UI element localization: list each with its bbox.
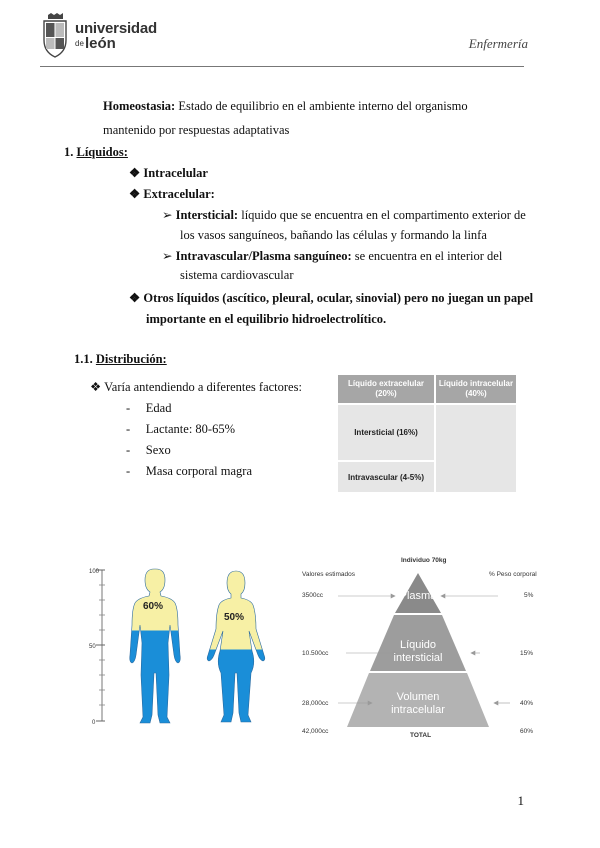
logo-text-leon: león bbox=[85, 35, 116, 52]
axis-tick-100: 100 bbox=[89, 569, 100, 575]
axis-tick-50: 50 bbox=[89, 644, 96, 650]
pyramid-percent-total: 60% bbox=[520, 728, 534, 735]
factor-label: Sexo bbox=[145, 443, 171, 457]
table-header-intracelular: Líquido intracelular (40%) bbox=[436, 375, 516, 403]
diamond-bullet-icon: ❖ bbox=[129, 291, 141, 305]
section-1-heading bbox=[64, 144, 128, 160]
pyramid-label-intracellular-1: Volumen bbox=[396, 691, 440, 703]
diamond-bullet-icon: ❖ bbox=[129, 166, 141, 180]
dash-bullet-icon: - bbox=[126, 464, 131, 478]
factor-item bbox=[126, 442, 171, 458]
logo-text-de: de bbox=[75, 39, 84, 48]
section-1-title: Líquidos: bbox=[76, 145, 128, 159]
factor-label: Lactante: 80-65% bbox=[145, 422, 235, 436]
pyramid-percent-interstitial: 15% bbox=[520, 650, 534, 657]
arrow-bullet-icon: ➢ bbox=[162, 249, 173, 263]
section-1-1-heading bbox=[74, 351, 167, 367]
header-divider bbox=[40, 66, 524, 67]
male-figure bbox=[130, 569, 181, 723]
section-1-number: 1. bbox=[64, 145, 74, 159]
factor-item bbox=[126, 421, 235, 437]
homeostasis-definition bbox=[103, 98, 468, 114]
pyramid-volume-plasma: 3500cc bbox=[302, 592, 323, 599]
item-extracelular: Extracelular: bbox=[143, 187, 215, 201]
coat-of-arms-icon bbox=[40, 12, 70, 58]
section-1-1-title: Distribución: bbox=[95, 352, 167, 366]
list-item bbox=[129, 290, 533, 306]
pyramid-label-interstitial-1: Líquido bbox=[399, 639, 437, 651]
intersticial-line1: líquido que se encuentra en el compartimento exterior de bbox=[238, 208, 526, 222]
page-number: 1 bbox=[517, 793, 524, 808]
factor-label: Edad bbox=[145, 401, 172, 415]
sublist-item bbox=[162, 248, 502, 264]
logo-text-universidad: universidad bbox=[75, 20, 157, 37]
factor-item bbox=[126, 463, 252, 479]
pyramid-label-intracellular-2: intracelular bbox=[391, 704, 445, 716]
pyramid-total-label: TOTAL bbox=[410, 732, 432, 739]
pyramid-left-header: Valores estimados bbox=[302, 571, 355, 578]
table-cell-intersticial: Intersticial (16%) bbox=[338, 405, 434, 460]
sublist-item bbox=[162, 207, 526, 223]
list-item bbox=[129, 165, 208, 181]
factor-label: Masa corporal magra bbox=[145, 464, 252, 478]
pyramid-right-header: % Peso corporal bbox=[489, 571, 537, 578]
arrow-bullet-icon: ➢ bbox=[162, 208, 173, 222]
body-water-svg bbox=[88, 565, 268, 727]
pyramid-volume-interstitial: 10.500cc bbox=[302, 650, 329, 657]
body-water-pyramid bbox=[298, 555, 538, 745]
body-water-figure bbox=[88, 565, 268, 727]
pyramid-label-interstitial-2: intersticial bbox=[393, 652, 443, 664]
intravascular-term: Intravascular/Plasma sanguíneo: bbox=[175, 249, 352, 263]
header-section-title: Enfermería bbox=[468, 36, 528, 51]
list-item bbox=[129, 186, 215, 202]
item-intracelular: Intracelular bbox=[143, 166, 208, 180]
axis-tick-0: 0 bbox=[92, 720, 96, 726]
table-header-extracelular: Líquido extracelular (20%) bbox=[338, 375, 434, 403]
others-line1: Otros líquidos (ascítico, pleural, ocular, sinovial) pero no juegan un papel bbox=[143, 291, 534, 305]
others-line2: importante en el equilibrio hidroelectrolítico. bbox=[146, 312, 387, 326]
intersticial-term: Intersticial: bbox=[175, 208, 239, 222]
male-water-percent: 60% bbox=[143, 601, 164, 612]
pyramid-percent-intracellular: 40% bbox=[520, 700, 534, 707]
factor-item bbox=[126, 400, 171, 416]
homeostasis-definition-line2: mantenido por respuestas adaptativas bbox=[103, 123, 290, 137]
dash-bullet-icon: - bbox=[126, 422, 131, 436]
dash-bullet-icon: - bbox=[126, 401, 131, 415]
pyramid-volume-total: 42,000cc bbox=[302, 728, 329, 735]
pyramid-volume-intracellular: 28,000cc bbox=[302, 700, 329, 707]
table-cell-intravascular: Intravascular (4-5%) bbox=[338, 462, 434, 492]
intravascular-line2: sistema cardiovascular bbox=[180, 268, 294, 282]
dash-bullet-icon: - bbox=[126, 443, 131, 457]
intravascular-line1: se encuentra en el interior del bbox=[351, 249, 503, 263]
list-item bbox=[90, 379, 302, 395]
university-logo bbox=[40, 12, 157, 62]
pyramid-percent-plasma: 5% bbox=[524, 592, 534, 599]
section-1-1-number: 1.1. bbox=[74, 352, 93, 366]
fluid-distribution-table bbox=[338, 375, 516, 492]
diamond-bullet-icon: ❖ bbox=[90, 380, 102, 394]
female-water-percent: 50% bbox=[224, 612, 245, 623]
distribution-intro: Varía antendiendo a diferentes factores: bbox=[104, 380, 302, 394]
pyramid-title: Individuo 70kg bbox=[401, 557, 447, 564]
pyramid-label-plasma: Plasma bbox=[399, 590, 437, 602]
intersticial-line2: los vasos sanguíneos, bañando las células y formando la linfa bbox=[180, 228, 487, 242]
diamond-bullet-icon: ❖ bbox=[129, 187, 141, 201]
homeostasis-definition-line1: Estado de equilibrio en el ambiente interno del organismo bbox=[175, 99, 468, 113]
homeostasis-term: Homeostasia: bbox=[103, 99, 176, 113]
female-figure bbox=[207, 571, 265, 722]
table-cell-intracelular-empty bbox=[436, 405, 516, 492]
